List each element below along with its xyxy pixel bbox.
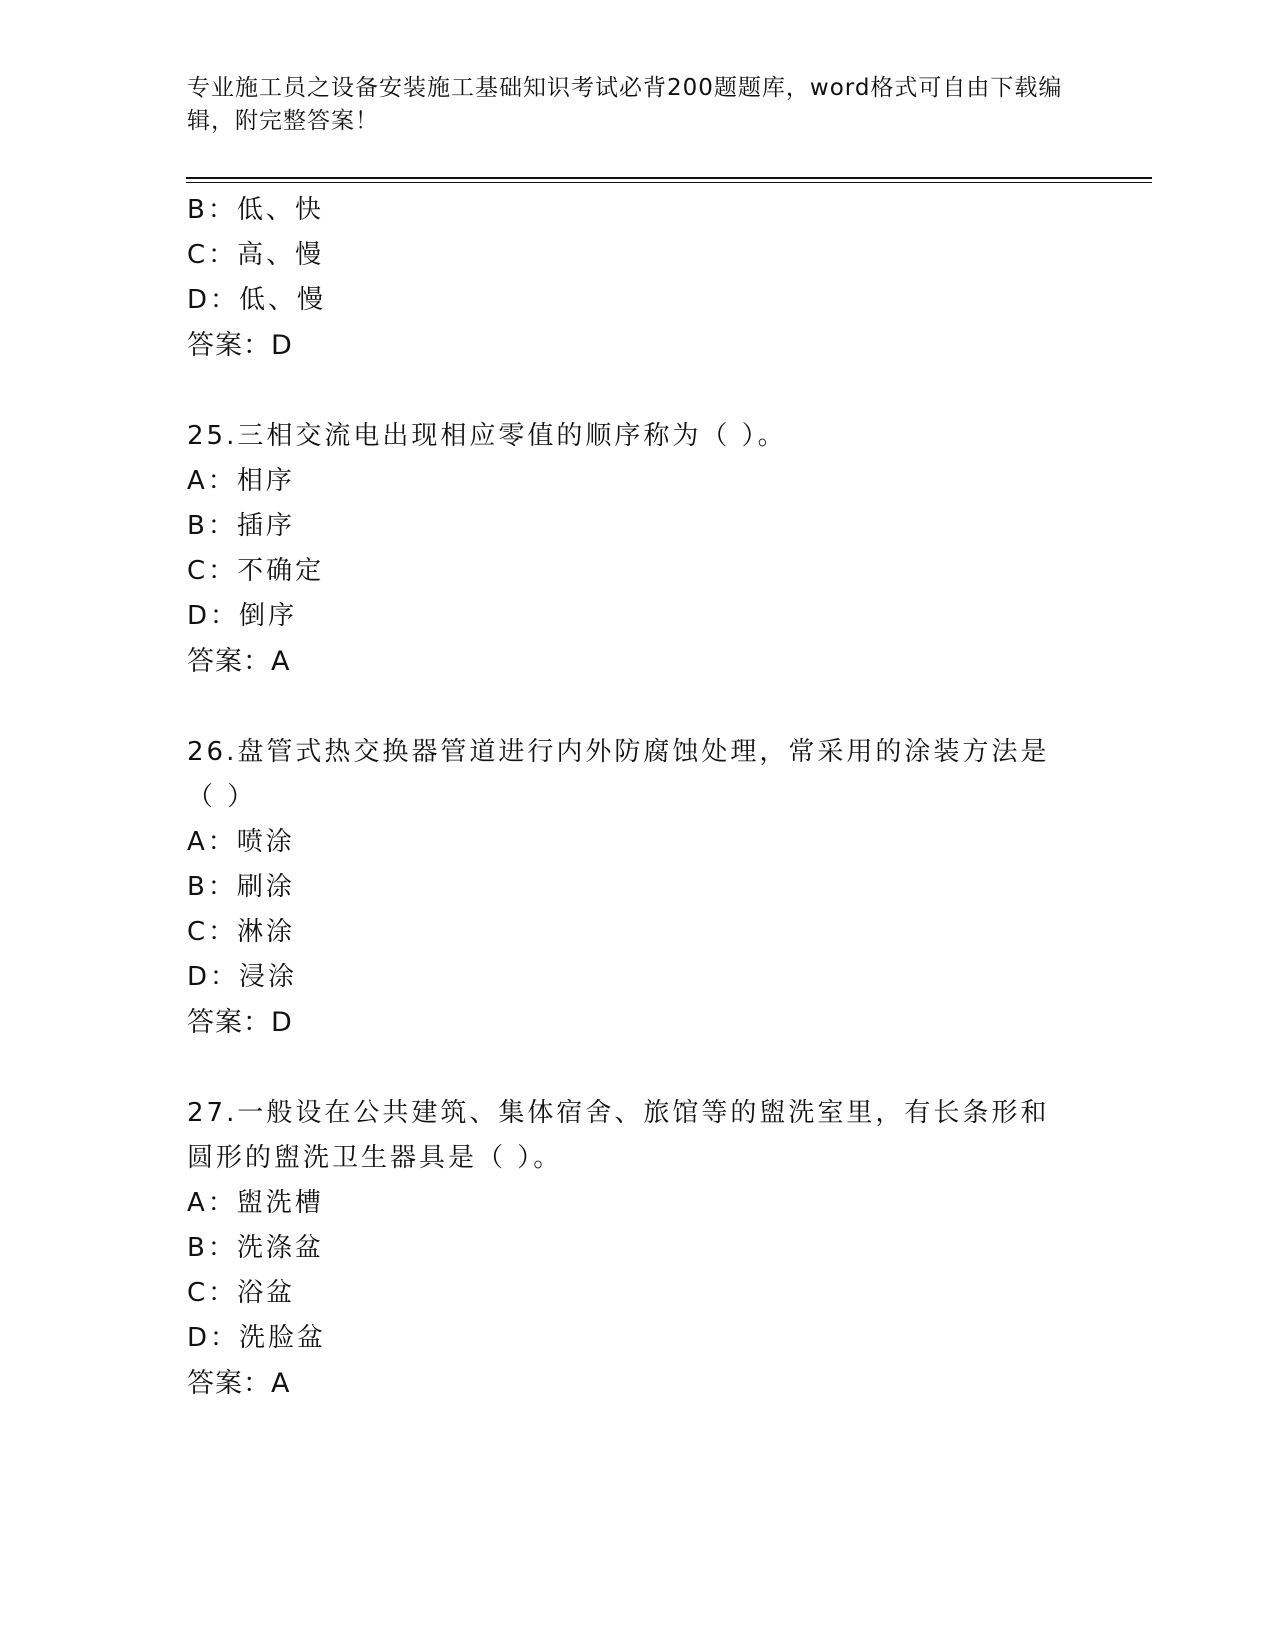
option-d: D：洗脸盆 xyxy=(187,1323,327,1353)
option-c: C：不确定 xyxy=(187,556,325,586)
question-25 xyxy=(187,414,1087,684)
question-26 xyxy=(187,730,1087,1045)
option-d: D：低、慢 xyxy=(187,285,327,315)
question-stem: 27.一般设在公共建筑、集体宿舍、旅馆等的盥洗室里，有长条形和圆形的盥洗卫生器具是（ ）。 xyxy=(187,1098,1050,1173)
option-a: A：盥洗槽 xyxy=(187,1188,324,1218)
option-d: D：倒序 xyxy=(187,601,298,631)
option-c: C：浴盆 xyxy=(187,1278,296,1308)
question-27 xyxy=(187,1091,1087,1406)
spacer xyxy=(187,1045,1087,1091)
spacer xyxy=(187,368,1087,414)
option-a: A：相序 xyxy=(187,466,295,496)
option-a: A：喷涂 xyxy=(187,827,295,857)
option-b: B：插序 xyxy=(187,511,295,541)
page-header xyxy=(187,72,1067,138)
answer-line: 答案：A xyxy=(187,1368,291,1399)
question-stem: 25.三相交流电出现相应零值的顺序称为（ ）。 xyxy=(187,421,787,451)
answer-line: 答案：D xyxy=(187,330,293,361)
option-d: D：浸涂 xyxy=(187,962,298,992)
answer-line: 答案：A xyxy=(187,646,291,677)
header-divider xyxy=(186,177,1152,183)
spacer xyxy=(187,684,1087,730)
question-content xyxy=(187,188,1087,1406)
option-c: C：淋涂 xyxy=(187,917,296,947)
prev-question xyxy=(187,188,1087,368)
option-c: C：高、慢 xyxy=(187,240,325,270)
document-title: 专业施工员之设备安装施工基础知识考试必背200题题库，word格式可自由下载编辑，附完整答案！ xyxy=(187,75,1063,134)
question-stem: 26.盘管式热交换器管道进行内外防腐蚀处理，常采用的涂装方法是（ ） xyxy=(187,737,1050,812)
option-b: B：洗涤盆 xyxy=(187,1233,324,1263)
option-b: B：低、快 xyxy=(187,195,324,225)
option-b: B：刷涂 xyxy=(187,872,295,902)
answer-line: 答案：D xyxy=(187,1007,293,1038)
